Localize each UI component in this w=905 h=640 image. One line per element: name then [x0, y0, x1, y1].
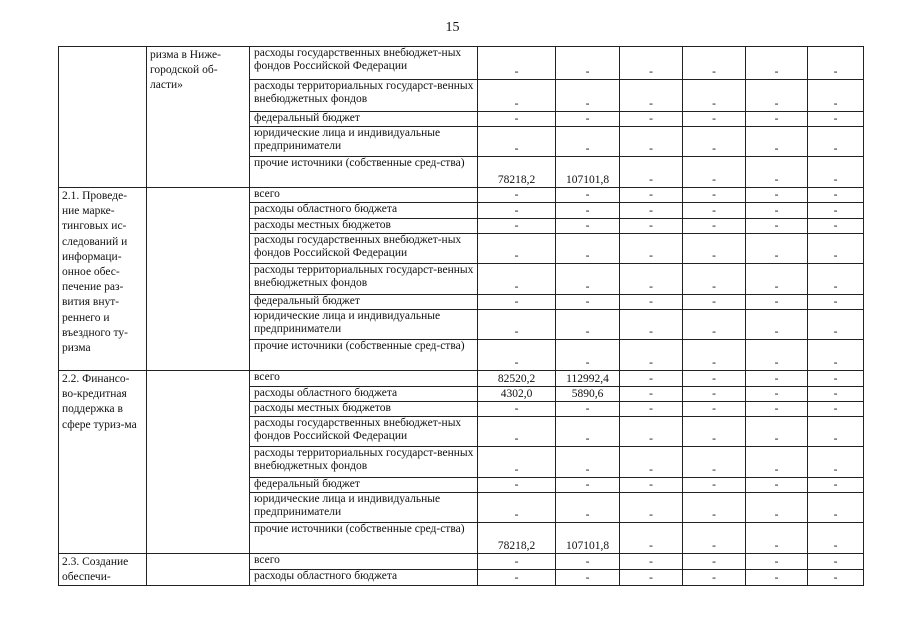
section-title: 2.1. Проведе-ние марке-тинговых ис-следований и информаци-онное обес-печение раз-вития внут-реннего и въездного ту-ризма	[59, 188, 147, 371]
funding-value: -	[746, 127, 808, 157]
funding-value: -	[556, 478, 620, 493]
funding-value: -	[683, 188, 746, 203]
funding-source: расходы областного бюджета	[250, 570, 478, 586]
funding-value: -	[808, 447, 864, 478]
funding-source: всего	[250, 188, 478, 203]
funding-value: -	[478, 554, 556, 570]
funding-value: -	[478, 80, 556, 112]
funding-value: -	[746, 112, 808, 127]
funding-value: -	[808, 112, 864, 127]
funding-source: федеральный бюджет	[250, 295, 478, 310]
funding-value: -	[620, 234, 683, 264]
funding-value: -	[478, 417, 556, 447]
funding-source: прочие источники (собственные сред-ства)	[250, 523, 478, 554]
funding-value: 5890,6	[556, 387, 620, 402]
funding-value: -	[746, 447, 808, 478]
funding-value: -	[620, 188, 683, 203]
funding-value: -	[746, 80, 808, 112]
funding-value: -	[556, 340, 620, 371]
funding-value: -	[683, 295, 746, 310]
funding-value: -	[746, 387, 808, 402]
funding-source: расходы местных бюджетов	[250, 219, 478, 234]
funding-value: -	[808, 554, 864, 570]
funding-value: -	[556, 80, 620, 112]
funding-value: -	[808, 295, 864, 310]
table-row	[59, 47, 864, 80]
funding-value: -	[556, 234, 620, 264]
funding-value: -	[620, 570, 683, 586]
funding-value: -	[746, 371, 808, 387]
funding-value: -	[808, 80, 864, 112]
funding-source: расходы территориальных государст-венных внебюджетных фондов	[250, 264, 478, 295]
funding-value: -	[620, 219, 683, 234]
funding-value: -	[620, 47, 683, 80]
funding-value: -	[620, 340, 683, 371]
funding-value: -	[683, 447, 746, 478]
funding-value: -	[746, 157, 808, 188]
funding-value: -	[808, 493, 864, 523]
funding-value: -	[556, 47, 620, 80]
funding-value: -	[683, 203, 746, 219]
funding-value: -	[556, 295, 620, 310]
funding-value: -	[556, 310, 620, 340]
funding-value: -	[620, 447, 683, 478]
funding-value: -	[620, 402, 683, 417]
section-title: 2.3. Создание обеспечи-	[59, 554, 147, 586]
funding-value: -	[620, 157, 683, 188]
funding-value: -	[556, 493, 620, 523]
funding-value: -	[683, 340, 746, 371]
funding-value: -	[620, 554, 683, 570]
funding-value: -	[620, 523, 683, 554]
funding-value: 82520,2	[478, 371, 556, 387]
table-row	[59, 371, 864, 387]
funding-value: -	[683, 264, 746, 295]
funding-source: юридические лица и индивидуальные предприниматели	[250, 493, 478, 523]
section-title	[59, 47, 147, 188]
funding-source: расходы территориальных государст-венных внебюджетных фондов	[250, 80, 478, 112]
funding-source: прочие источники (собственные сред-ства)	[250, 340, 478, 371]
funding-value: -	[808, 127, 864, 157]
section-measure	[147, 188, 250, 371]
funding-source: расходы местных бюджетов	[250, 402, 478, 417]
table-row	[59, 554, 864, 570]
funding-value: -	[683, 310, 746, 340]
funding-value: -	[808, 402, 864, 417]
funding-value: -	[478, 203, 556, 219]
funding-value: -	[620, 478, 683, 493]
funding-value: -	[620, 203, 683, 219]
funding-value: -	[620, 417, 683, 447]
funding-value: -	[556, 570, 620, 586]
funding-value: -	[556, 554, 620, 570]
funding-value: -	[683, 493, 746, 523]
funding-value: -	[683, 523, 746, 554]
funding-value: -	[808, 157, 864, 188]
table-row	[59, 188, 864, 203]
funding-value: -	[556, 447, 620, 478]
funding-value: -	[808, 47, 864, 80]
funding-value: -	[556, 219, 620, 234]
funding-value: 107101,8	[556, 523, 620, 554]
funding-table	[58, 46, 864, 586]
funding-value: -	[746, 264, 808, 295]
funding-value: -	[683, 417, 746, 447]
funding-value: 107101,8	[556, 157, 620, 188]
funding-value: -	[620, 493, 683, 523]
section-title: 2.2. Финансо-во-кредитная поддержка в сфере туриз-ма	[59, 371, 147, 554]
funding-value: -	[808, 310, 864, 340]
funding-value: -	[808, 478, 864, 493]
funding-source: расходы областного бюджета	[250, 203, 478, 219]
funding-source: расходы территориальных государст-венных внебюджетных фондов	[250, 447, 478, 478]
funding-value: -	[808, 523, 864, 554]
funding-value: -	[808, 203, 864, 219]
funding-value: -	[620, 310, 683, 340]
funding-value: -	[620, 387, 683, 402]
funding-value: -	[808, 570, 864, 586]
funding-source: юридические лица и индивидуальные предприниматели	[250, 127, 478, 157]
funding-value: -	[683, 554, 746, 570]
funding-value: -	[556, 203, 620, 219]
funding-value: -	[746, 219, 808, 234]
funding-value: -	[746, 554, 808, 570]
funding-value: -	[746, 417, 808, 447]
section-measure	[147, 554, 250, 586]
funding-value: -	[478, 264, 556, 295]
funding-source: федеральный бюджет	[250, 112, 478, 127]
funding-source: федеральный бюджет	[250, 478, 478, 493]
funding-value: -	[620, 264, 683, 295]
funding-value: -	[683, 112, 746, 127]
funding-source: расходы областного бюджета	[250, 387, 478, 402]
funding-value: -	[746, 295, 808, 310]
funding-value: -	[683, 127, 746, 157]
funding-value: -	[808, 188, 864, 203]
funding-value: 4302,0	[478, 387, 556, 402]
funding-value: -	[478, 447, 556, 478]
funding-value: -	[620, 112, 683, 127]
funding-value: -	[746, 402, 808, 417]
funding-value: -	[683, 402, 746, 417]
funding-value: -	[556, 402, 620, 417]
funding-value: -	[556, 264, 620, 295]
funding-value: 112992,4	[556, 371, 620, 387]
funding-value: -	[746, 523, 808, 554]
funding-value: -	[808, 417, 864, 447]
funding-value: -	[478, 310, 556, 340]
funding-source: расходы государственных внебюджет-ных фондов Российской Федерации	[250, 234, 478, 264]
funding-value: -	[808, 371, 864, 387]
funding-value: -	[683, 80, 746, 112]
funding-value: -	[556, 112, 620, 127]
funding-value: -	[478, 295, 556, 310]
funding-value: -	[808, 219, 864, 234]
funding-value: -	[746, 340, 808, 371]
funding-value: -	[683, 234, 746, 264]
funding-value: -	[478, 570, 556, 586]
funding-value: -	[808, 387, 864, 402]
funding-value: -	[808, 264, 864, 295]
funding-value: -	[478, 478, 556, 493]
funding-value: 78218,2	[478, 157, 556, 188]
funding-value: -	[556, 127, 620, 157]
table-body	[59, 47, 864, 586]
funding-value: -	[478, 340, 556, 371]
section-measure: ризма в Ниже-городской об-ласти»	[147, 47, 250, 188]
funding-value: -	[556, 188, 620, 203]
funding-value: -	[746, 493, 808, 523]
funding-value: -	[683, 570, 746, 586]
funding-value: -	[478, 219, 556, 234]
funding-value: -	[478, 402, 556, 417]
funding-source: юридические лица и индивидуальные предприниматели	[250, 310, 478, 340]
funding-value: -	[556, 417, 620, 447]
funding-source: всего	[250, 371, 478, 387]
funding-value: -	[683, 478, 746, 493]
funding-source: прочие источники (собственные сред-ства)	[250, 157, 478, 188]
funding-value: -	[478, 127, 556, 157]
funding-value: -	[746, 188, 808, 203]
funding-value: -	[746, 310, 808, 340]
funding-value: 78218,2	[478, 523, 556, 554]
funding-value: -	[683, 371, 746, 387]
funding-value: -	[478, 47, 556, 80]
funding-value: -	[808, 234, 864, 264]
funding-value: -	[478, 493, 556, 523]
funding-value: -	[683, 47, 746, 80]
funding-value: -	[683, 157, 746, 188]
funding-value: -	[620, 371, 683, 387]
funding-value: -	[746, 47, 808, 80]
funding-source: всего	[250, 554, 478, 570]
funding-value: -	[683, 387, 746, 402]
funding-value: -	[746, 234, 808, 264]
funding-value: -	[620, 80, 683, 112]
funding-value: -	[683, 219, 746, 234]
funding-value: -	[620, 295, 683, 310]
funding-value: -	[620, 127, 683, 157]
funding-value: -	[478, 112, 556, 127]
funding-source: расходы государственных внебюджет-ных фондов Российской Федерации	[250, 417, 478, 447]
funding-value: -	[746, 570, 808, 586]
funding-value: -	[808, 340, 864, 371]
page-number: 15	[445, 20, 460, 35]
section-measure	[147, 371, 250, 554]
funding-value: -	[478, 188, 556, 203]
funding-value: -	[746, 203, 808, 219]
funding-source: расходы государственных внебюджет-ных фондов Российской Федерации	[250, 47, 478, 80]
funding-value: -	[478, 234, 556, 264]
funding-value: -	[746, 478, 808, 493]
